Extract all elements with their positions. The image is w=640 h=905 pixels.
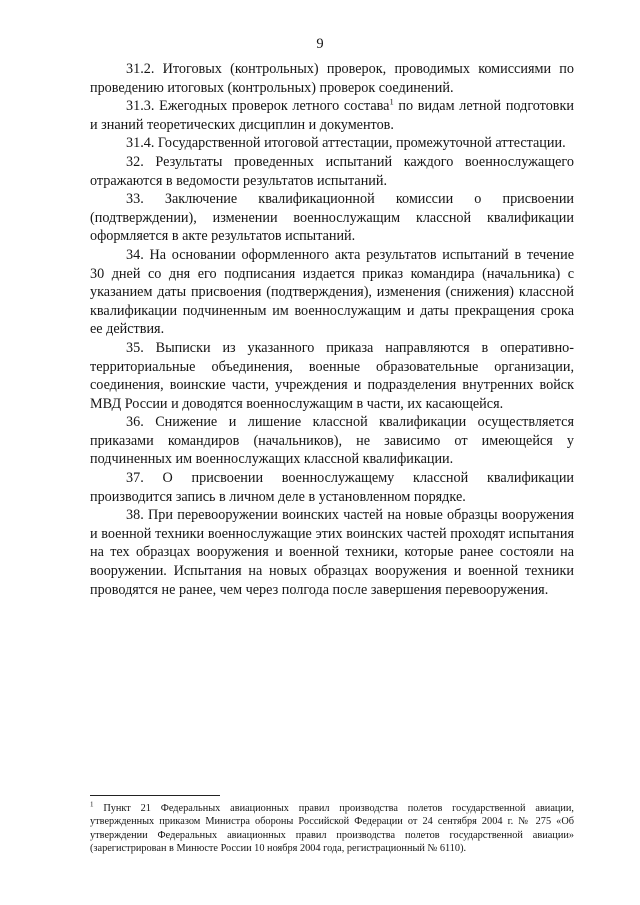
paragraph-36: 36. Снижение и лишение классной квалификации осуществляется приказами командиров (начальников), не зависимо от имеющейся у подчиненных им военнослужащих классной квалификации. [90, 414, 574, 468]
paragraph-31-3 [90, 97, 574, 134]
paragraph-31-3-text-cont: по видам летной подготовки и знаний теоретических дисциплин и документов. [90, 98, 574, 133]
paragraph-37: 37. О присвоении военнослужащему классной квалификации производится запись в личном деле в установленном порядке. [90, 470, 574, 505]
footnote-divider [90, 795, 220, 796]
paragraph-34: 34. На основании оформленного акта результатов испытаний в течение 30 дней со дня его подписания издается приказ командира (начальника) с указанием даты присвоения (подтверждения), изменения (снижения) классной квалификации подчиненным им военнослужащим и даты прекращения срока ее действия. [90, 246, 574, 338]
paragraph-31-3-text: 31.3. Ежегодных проверок летного состава [126, 98, 390, 115]
paragraph-31-4: 31.4. Государственной итоговой аттестации, промежуточной аттестации. [126, 135, 566, 152]
paragraph-35: 35. Выписки из указанного приказа направляются в оперативно-территориальные объединения, военные образовательные организации, соединения, воинские части, учреждения и подразделения внутренних войск МВД России и доводятся военнослужащим в части, их касающейся. [90, 339, 574, 412]
document-body [90, 60, 574, 599]
page-number: 9 [316, 36, 324, 52]
footnote-text: Пункт 21 Федеральных авиационных правил производства полетов государственной авиации, утвержденных приказом Министра обороны Российской Федерации от 24 сентября 2004 г. № 275 «Об утверждении Федеральных авиационных правил производства полетов государственной авиации» (зарегистрирован в Минюсте России 10 ноября 2004 года, регистрационный № 6110). [90, 803, 574, 855]
footnote [90, 802, 574, 856]
paragraph-38: 38. При перевооружении воинских частей на новые образцы вооружения и военной техники военнослужащие этих воинских частей проходят испытания на тех образцах вооружения и военной техники, которые ранее состояли на вооружении. Испытания на новых образцах вооружения и военной техники проводятся не ранее, чем через полгода после завершения перевооружения. [90, 507, 574, 598]
footnote-mark: 1 [90, 800, 94, 809]
paragraph-32: 32. Результаты проведенных испытаний каждого военнослужащего отражаются в ведомости результатов испытаний. [90, 153, 574, 189]
paragraph-33: 33. Заключение квалификационной комиссии о присвоении (подтверждении), изменении военнослужащим классной квалификации оформляется в акте результатов испытаний. [90, 191, 574, 245]
footnote-reference[interactable]: 1 [389, 96, 394, 107]
paragraph-31-2: 31.2. Итоговых (контрольных) проверок, проводимых комиссиями по проведению итоговых (контрольных) проверок соединений. [90, 61, 574, 96]
